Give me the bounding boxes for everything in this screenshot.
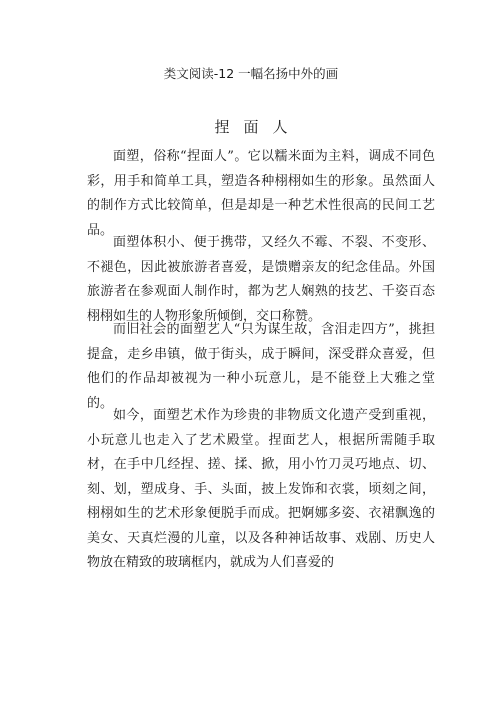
document-title: 类文阅读-12 一幅名扬中外的画 [163, 66, 339, 81]
paragraph-2: 面塑体积小、便于携带，又经久不霉、不裂、不变形、不褪色，因此被旅游者喜爱，是馈赠亲友的纪念佳品。外国旅游者在参观面人制作时，都为艺人娴熟的技艺、千姿百态栩栩如生的人物形象所倾倒，交口称赞。 [87, 235, 435, 324]
paragraph-1: 面塑，俗称“捏面人”。它以糯米面为主料，调成不同色彩，用手和简单工具，塑造各种栩栩如生的形象。虽然面人的制作方式比较简单，但是却是一种艺术性很高的民间工艺品。 [87, 149, 435, 238]
paragraph-3: 而旧社会的面塑艺人“只为谋生故，含泪走四方”，挑担提盒，走乡串镇，做于街头，成于瞬间，深受群众喜爱，但他们的作品却被视为一种小玩意儿，是不能登上大雅之堂的。 [87, 322, 435, 411]
section-title: 捏面人 [214, 118, 302, 136]
paragraph-4: 如今，面塑艺术作为珍贵的非物质文化遗产受到重视，小玩意儿也走入了艺术殿堂。捏面艺人，根据所需随手取材，在手中几经捏、搓、揉、掀，用小竹刀灵巧地点、切、刻、划，塑成身、手、头面，披上发饰和衣裳，顷刻之间，栩栩如生的艺术形象便脱手而成。把婀娜多姿、衣裙飘逸的美女、天真烂漫的儿童，以及各种神话故事、戏剧、历史人物放在精致的玻璃框内，就成为人们喜爱的 [87, 408, 435, 570]
